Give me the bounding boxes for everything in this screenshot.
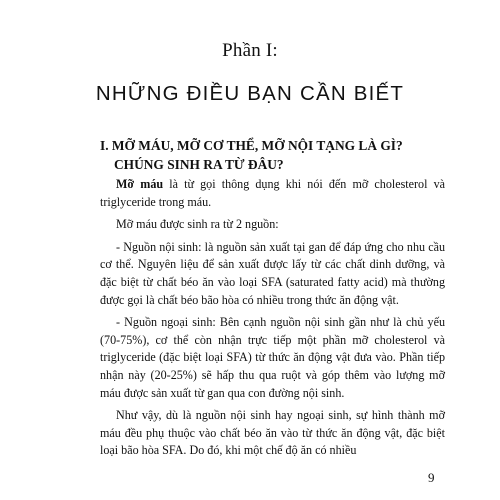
paragraph-4: - Nguồn ngoại sinh: Bên cạnh nguồn nội sinh gần như là chủ yếu (70-75%), cơ thể còn nhận trực tiếp một phần mỡ cholesterol và triglyceride (đặc biệt loại SFA) từ thức ăn động vật đưa vào. Phần tiếp nhận này (20-25%) sẽ hấp thu qua ruột và góp thêm vào lượng mỡ máu được sản xuất từ gan qua con đường nội sinh.: [100, 315, 445, 400]
section-heading-line-2: CHÚNG SINH RA TỪ ĐÂU?: [114, 157, 284, 172]
paragraph-2: Mỡ máu được sinh ra từ 2 nguồn:: [116, 217, 279, 232]
page-number: 9: [428, 470, 435, 485]
part-label: Phần I:: [222, 40, 278, 61]
section-heading-line-1: I. MỠ MÁU, MỠ CƠ THỂ, MỠ NỘI TẠNG LÀ GÌ?: [100, 138, 403, 153]
paragraph-3: - Nguồn nội sinh: là nguồn sản xuất tại gan để đáp ứng cho nhu cầu cơ thể. Nguyên liệu để sản xuất được lấy từ các chất dinh dưỡng, và đặc biệt từ chất béo ăn vào loại SFA (saturated fatty acid) mà thường được gọi là chất béo bão hòa có nhiều trong thức ăn động vật.: [100, 239, 445, 307]
section-heading: [100, 136, 460, 174]
paragraph-1-text: là từ gọi thông dụng khi nói đến mỡ cholesterol và triglyceride trong máu.: [100, 177, 446, 209]
term-bold: Mỡ máu: [116, 177, 164, 191]
paragraph-1: [100, 176, 445, 211]
body-text: [100, 176, 445, 465]
paragraph-5: Như vậy, dù là nguồn nội sinh hay ngoại sinh, sự hình thành mỡ máu đều phụ thuộc vào chất béo ăn vào từ thức ăn động vật, đặc biệt loại bão hòa SFA. Do đó, khi một chế độ ăn có nhiều: [100, 408, 445, 458]
chapter-title: NHỮNG ĐIỀU BẠN CẦN BIẾT: [95, 82, 405, 105]
